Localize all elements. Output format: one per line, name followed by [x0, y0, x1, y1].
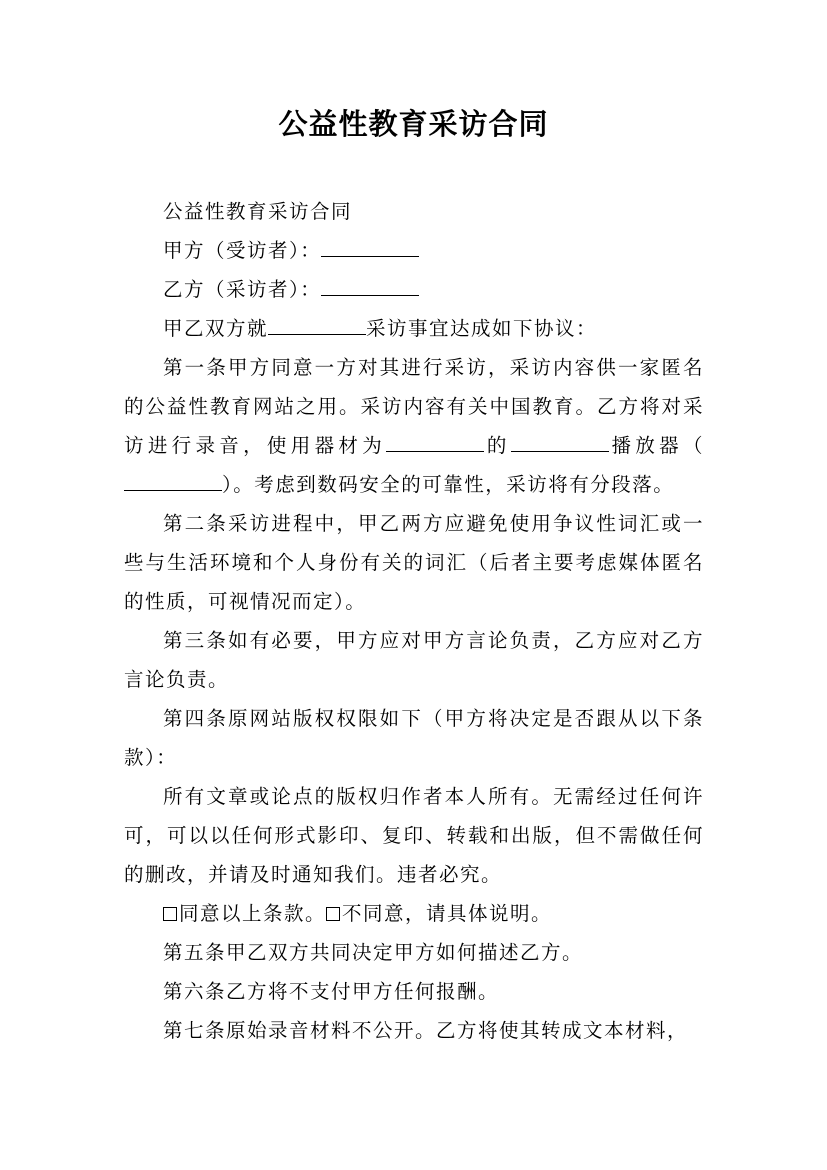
document-body — [124, 192, 704, 1050]
copyright-paragraph: 所有文章或论点的版权归作者本人所有。无需经过任何许可，可以以任何形式影印、复印、转载和出版，但不需做任何的删改，并请及时通知我们。违者必究。 — [124, 785, 704, 886]
agree-label: 同意以上条款。 — [179, 902, 327, 925]
intro-after: 采访事宜达成如下协议： — [366, 317, 598, 340]
party-b-blank — [321, 275, 419, 296]
subject-blank — [268, 314, 366, 335]
party-a-label: 甲方（受访者）： — [163, 239, 322, 262]
party-a-line — [124, 231, 704, 270]
document-title: 公益性教育采访合同 — [278, 107, 549, 141]
article-1-part-3: 播放器（ — [608, 434, 704, 457]
party-a-blank — [321, 236, 419, 257]
model-blank — [124, 470, 222, 491]
agree-checkbox[interactable] — [163, 907, 177, 921]
brand-blank — [511, 431, 609, 452]
article-6: 第六条乙方将不支付甲方任何报酬。 — [163, 980, 500, 1003]
party-b-line — [124, 270, 704, 309]
equipment-blank — [386, 431, 484, 452]
article-4: 第四条原网站版权权限如下（甲方将决定是否跟从以下条款）： — [124, 707, 704, 769]
subtitle-paragraph: 公益性教育采访合同 — [163, 200, 353, 223]
intro-before: 甲乙双方就 — [163, 317, 269, 340]
article-1-part-1: 第一条甲方同意一方对其进行采访，采访内容供一家匿名的公益性教育网站之用。采访内容有关中国教育。乙方将对采访进行录音，使用器材为 — [124, 356, 704, 457]
article-3: 第三条如有必要，甲方应对甲方言论负责，乙方应对乙方言论负责。 — [124, 629, 704, 691]
article-2: 第二条采访进程中，甲乙两方应避免使用争议性词汇或一些与生活环境和个人身份有关的词汇（后者主要考虑媒体匿名的性质，可视情况而定）。 — [124, 512, 704, 613]
article-7: 第七条原始录音材料不公开。乙方将使其转成文本材料， — [163, 1019, 689, 1042]
disagree-checkbox[interactable] — [326, 907, 340, 921]
article-1 — [124, 348, 704, 504]
article-5: 第五条甲乙双方共同决定甲方如何描述乙方。 — [163, 941, 584, 964]
article-1-part-2: 的 — [484, 434, 511, 457]
party-b-label: 乙方（采访者）： — [163, 278, 322, 301]
article-1-part-4: ）。考虑到数码安全的可靠性，采访将有分段落。 — [222, 473, 675, 496]
options-line — [124, 894, 704, 933]
intro-line — [124, 309, 704, 348]
disagree-label: 不同意，请具体说明。 — [342, 902, 553, 925]
